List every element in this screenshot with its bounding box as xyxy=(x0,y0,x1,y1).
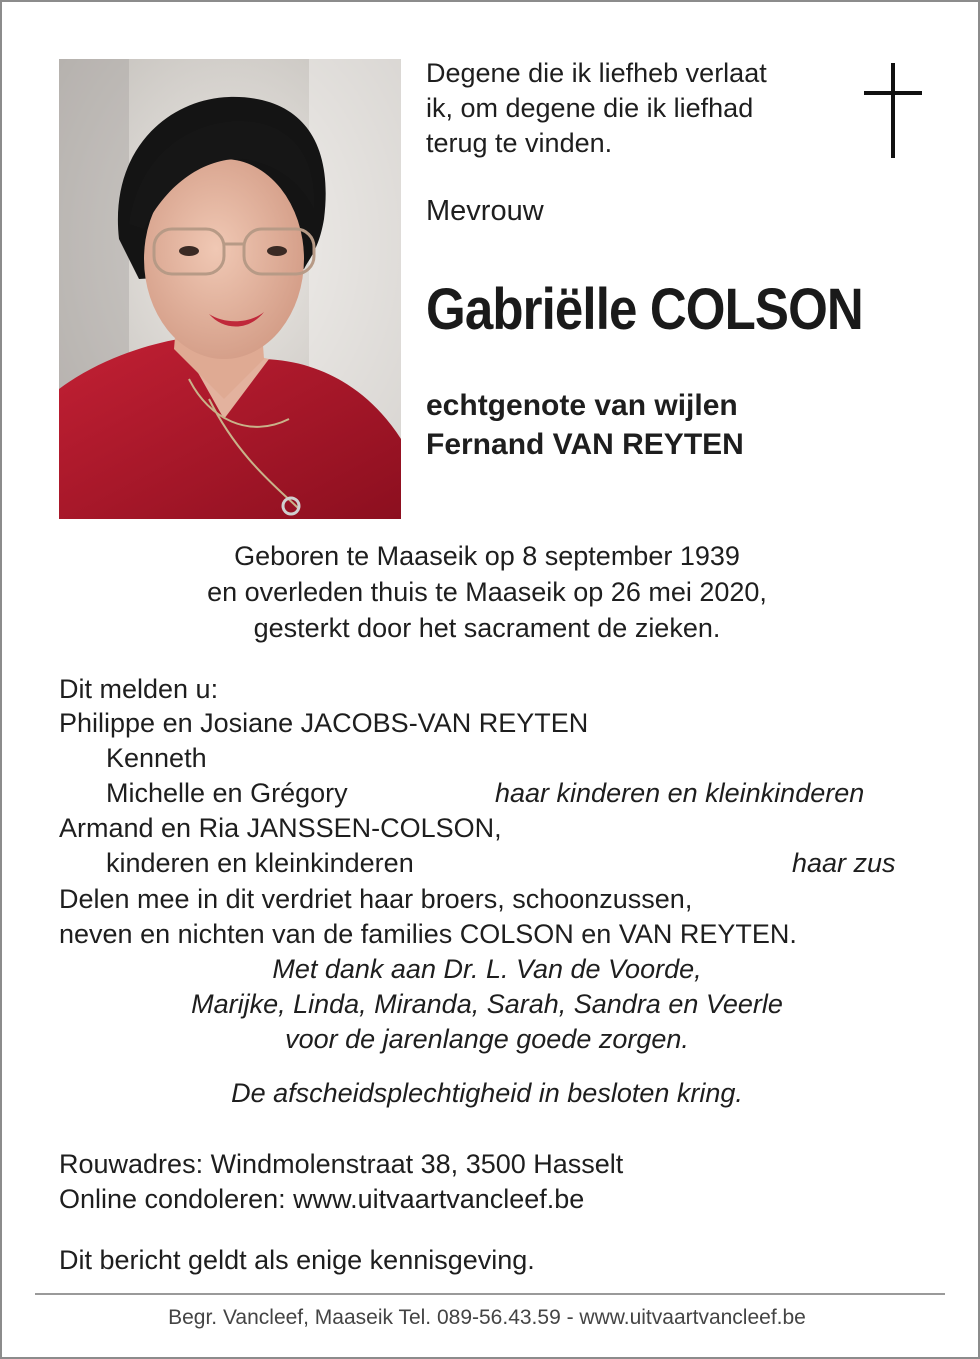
deceased-name: Gabriëlle COLSON xyxy=(426,277,863,342)
notice-text: Dit bericht geldt als enige kennisgeving. xyxy=(59,1245,535,1275)
family-intro: Dit melden u: xyxy=(59,674,219,704)
family-relation-children: haar kinderen en kleinkinderen xyxy=(495,778,865,808)
spouse-line-1: echtgenote van wijlen xyxy=(426,389,738,422)
family-line-3: Michelle en Grégory xyxy=(106,778,348,808)
honorific: Mevrouw xyxy=(426,195,544,227)
spouse-line-2: Fernand VAN REYTEN xyxy=(426,428,744,461)
ceremony-note: De afscheidsplechtigheid in besloten kring. xyxy=(231,1078,743,1108)
portrait-photo xyxy=(59,59,401,519)
family-line-7: neven en nichten van de families COLSON en VAN REYTEN. xyxy=(59,919,797,949)
family-relation-sister: haar zus xyxy=(792,848,896,878)
family-line-6: Delen mee in dit verdriet haar broers, schoonzussen, xyxy=(59,884,693,914)
funeral-home-footer: Begr. Vancleef, Maaseik Tel. 089-56.43.59 - www.uitvaartvancleef.be xyxy=(168,1306,806,1329)
birth-line: Geboren te Maaseik op 8 september 1939 xyxy=(234,541,740,571)
family-line-2: Kenneth xyxy=(106,743,207,773)
death-line: en overleden thuis te Maaseik op 26 mei 2020, xyxy=(207,577,767,607)
memorial-verse: Degene die ik liefheb verlaat ik, om degene die ik liefhad terug te vinden. xyxy=(426,58,767,158)
condolence-address: Rouwadres: Windmolenstraat 38, 3500 Hasselt xyxy=(59,1149,624,1179)
spouse-info xyxy=(426,386,744,464)
family-line-5: kinderen en kleinkinderen xyxy=(106,848,414,878)
thanks-line-1: Met dank aan Dr. L. Van de Voorde, xyxy=(272,954,702,984)
birth-death-details xyxy=(0,538,974,646)
thanks-line-3: voor de jarenlange goede zorgen. xyxy=(285,1024,689,1054)
sacrament-line: gesterkt door het sacrament de zieken. xyxy=(253,613,721,643)
cross-icon xyxy=(864,63,922,158)
footer-divider xyxy=(35,1293,945,1295)
family-line-1: Philippe en Josiane JACOBS-VAN REYTEN xyxy=(59,708,589,738)
online-condolence[interactable]: Online condoleren: www.uitvaartvancleef.be xyxy=(59,1184,585,1214)
family-line-4: Armand en Ria JANSSEN-COLSON, xyxy=(59,813,502,843)
thanks-line-2: Marijke, Linda, Miranda, Sarah, Sandra en Veerle xyxy=(191,989,783,1019)
